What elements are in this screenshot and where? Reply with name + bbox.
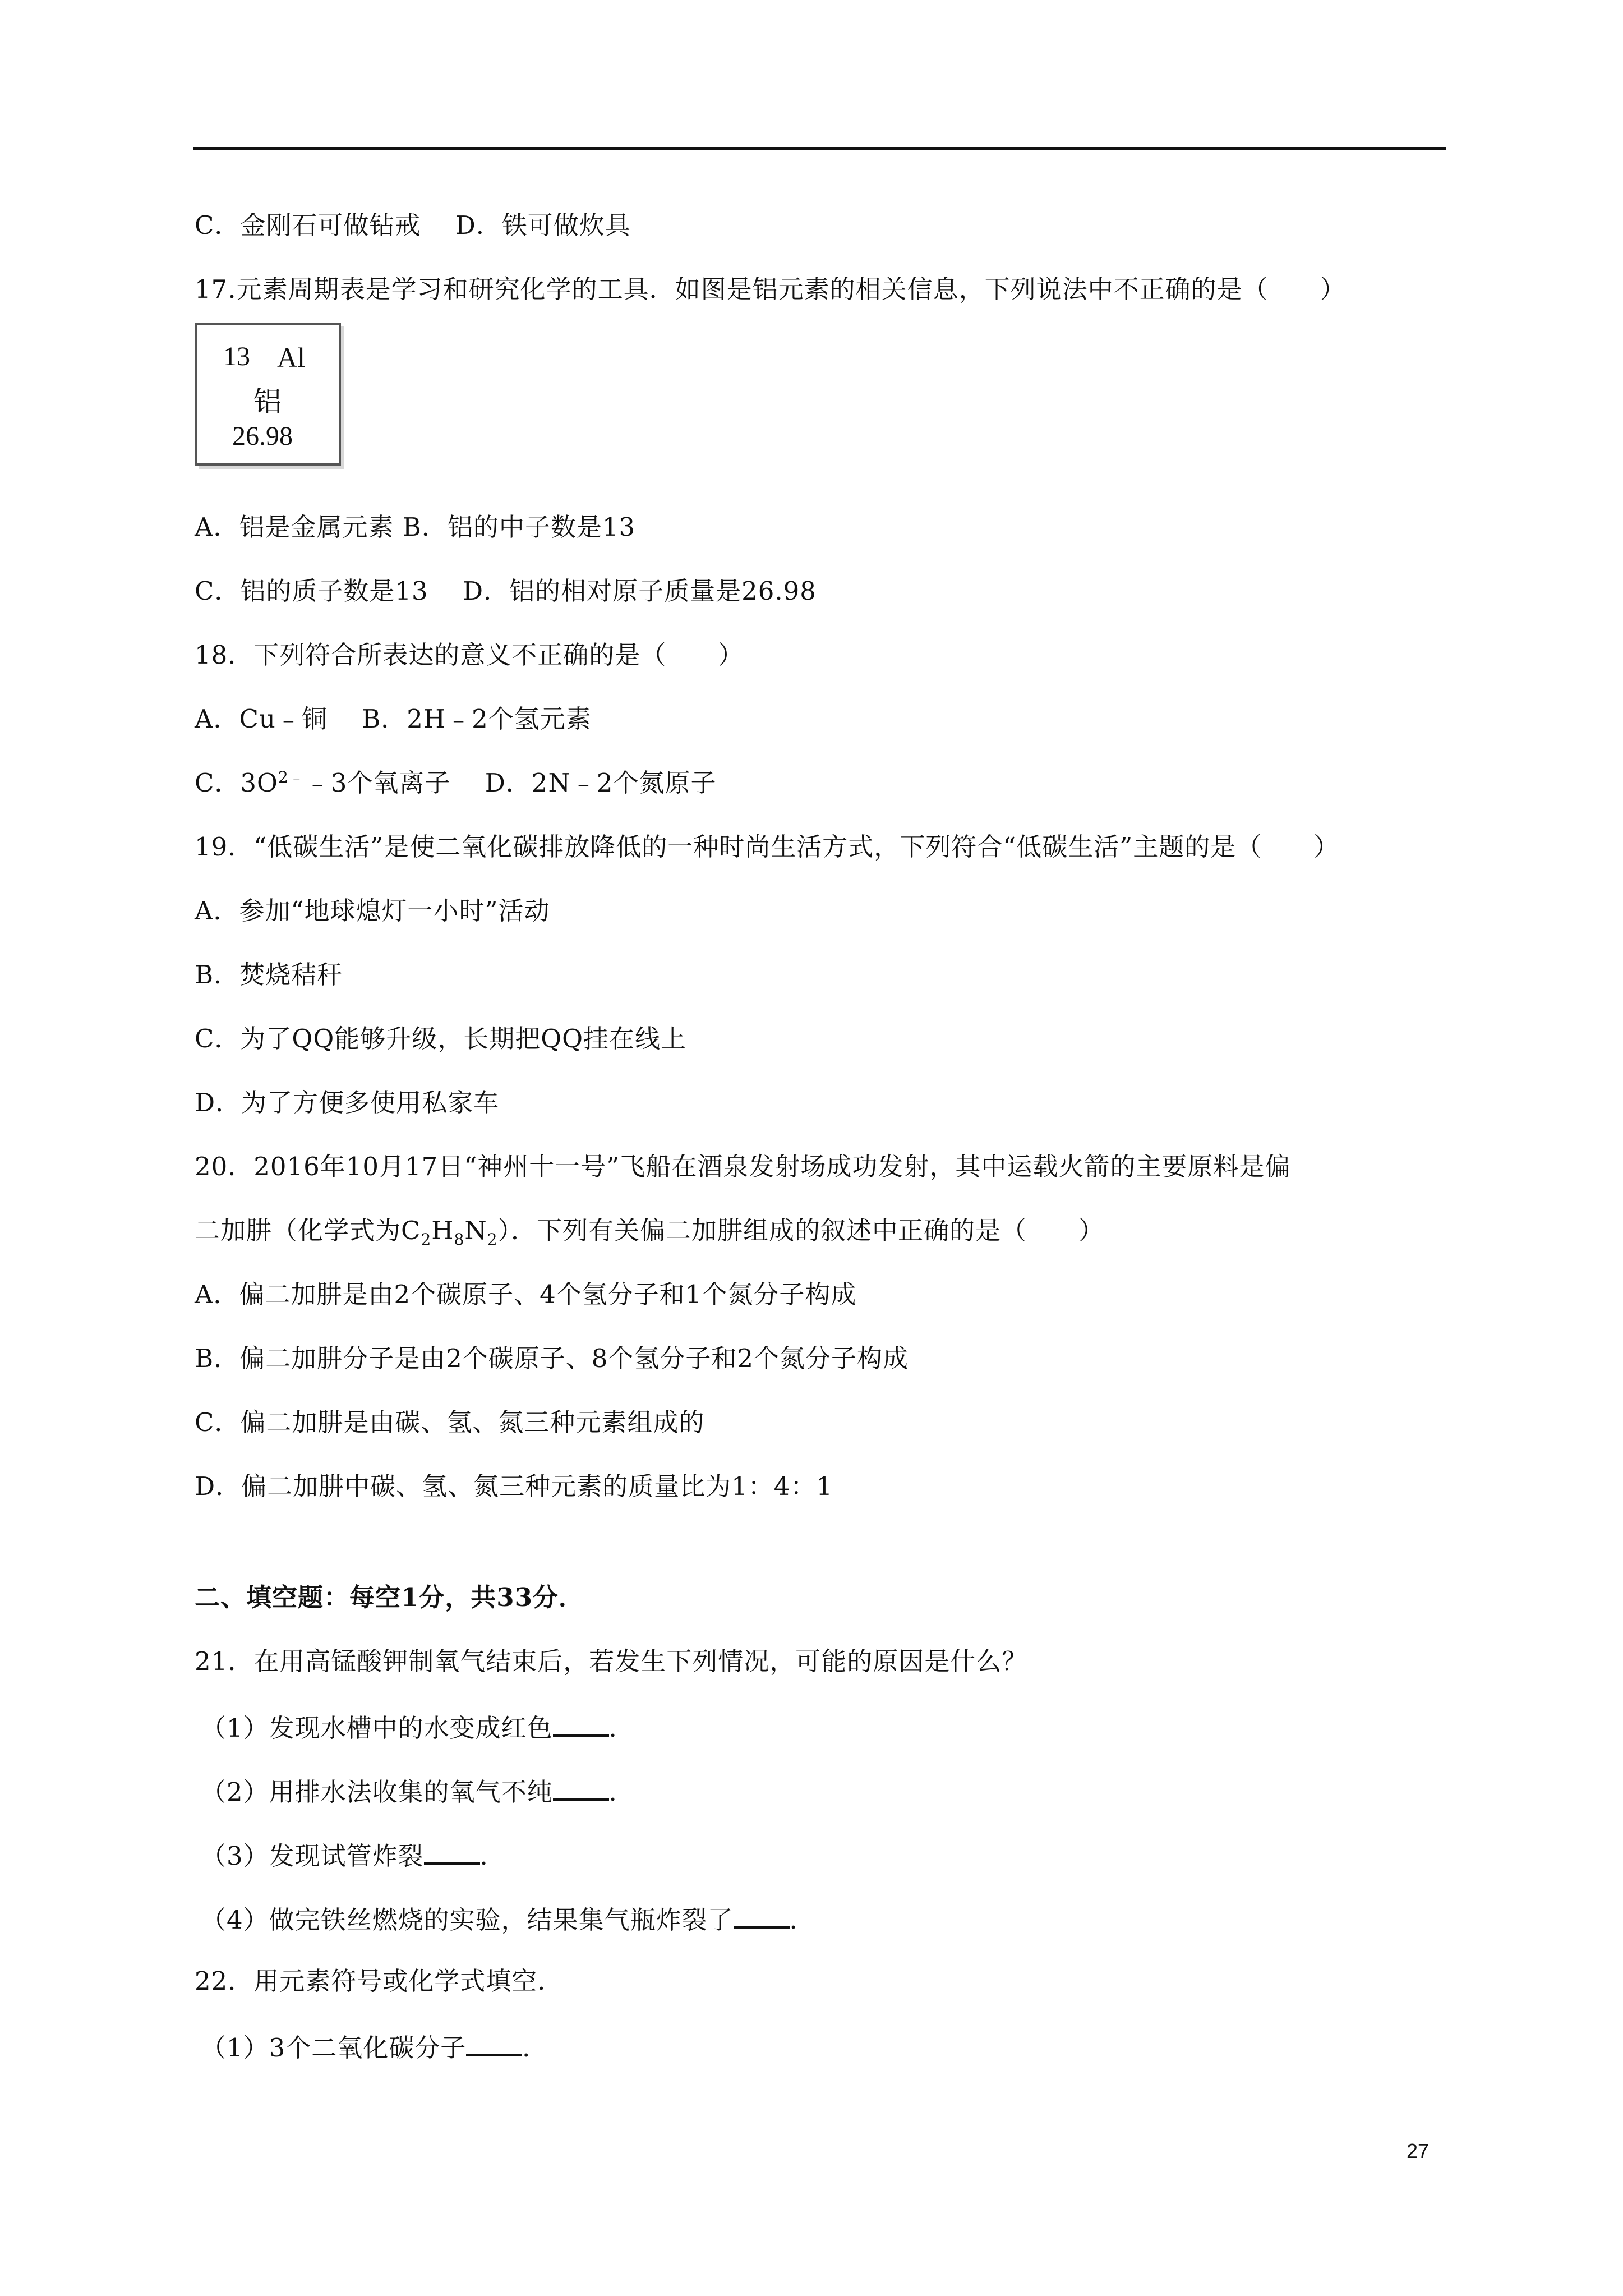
page-number: 27: [1407, 2139, 1430, 2162]
formula-subscript-h: 8: [454, 1230, 465, 1249]
q21-part3: [201, 1837, 506, 1873]
q21-stem: 21．在用高锰酸钾制氧气结束后，若发生下列情况，可能的原因是什么？: [195, 1646, 1028, 1676]
q17-stem: 17.元素周期表是学习和研究化学的工具．如图是铝元素的相关信息，下列说法中不正确的是（ ）: [195, 274, 1346, 304]
q22-part1: [201, 2028, 548, 2065]
q19-option-d: D．为了方便多使用私家车: [195, 1088, 500, 1117]
formula-n: N: [464, 1216, 487, 1245]
q19-option-a: A．参加“地球熄灯一小时”活动: [195, 896, 550, 926]
q21-part4-text: （4）做完铁丝燃烧的实验，结果集气瓶炸裂了: [201, 1905, 734, 1935]
q19-stem: 19．“低碳生活”是使二氧化碳排放降低的一种时尚生活方式，下列符合“低碳生活”主题的是（ ）: [195, 832, 1340, 862]
q20-option-c: C．偏二加肼是由碳、氢、氮三种元素组成的: [195, 1407, 705, 1437]
section2-title: 二、填空题：每空1分，共33分．: [195, 1582, 584, 1612]
formula-subscript-c: 2: [421, 1230, 432, 1249]
q21-part1: [201, 1709, 635, 1745]
q21-part3-text: （3）发现试管炸裂: [201, 1841, 424, 1871]
q22-stem: 22．用元素符号或化学式填空．: [195, 1966, 564, 1996]
q19-option-c: C．为了QQ能够升级，长期把QQ挂在线上: [195, 1024, 687, 1053]
answer-blank[interactable]: [734, 1901, 790, 1929]
q16-options-cd: C．金刚石可做钻戒 D．铁可做炊具: [195, 210, 631, 240]
q20-stem2-pre: 二加肼（化学式为C: [195, 1216, 421, 1245]
period: ．: [479, 1841, 506, 1871]
q22-part1-text: （1）3个二氧化碳分子: [201, 2033, 467, 2063]
period: ．: [608, 1777, 635, 1807]
q19-option-b: B．焚烧秸秆: [195, 960, 343, 990]
q20-stem-line2: [195, 1214, 1104, 1248]
formula-subscript-n: 2: [487, 1230, 498, 1249]
q18-options-cd: [195, 766, 716, 800]
answer-blank[interactable]: [466, 2028, 522, 2056]
q20-option-b: B．偏二加肼分子是由2个碳原子、8个氢分子和2个氮分子构成: [195, 1343, 909, 1373]
q21-part2-text: （2）用排水法收集的氧气不纯: [201, 1777, 553, 1807]
q17-options-ab: A．铝是金属元素 B．铝的中子数是13: [195, 512, 636, 542]
q21-part1-text: （1）发现水槽中的水变成红色: [201, 1713, 553, 1743]
element-name: 铝: [253, 385, 282, 418]
aluminum-element-card: [195, 323, 341, 466]
period: ．: [789, 1905, 815, 1935]
answer-blank[interactable]: [553, 1709, 609, 1737]
formula-h: H: [431, 1216, 454, 1245]
atomic-mass: 26.98: [232, 421, 293, 451]
q20-option-d: D．偏二加肼中碳、氢、氮三种元素的质量比为1：4：1: [195, 1471, 833, 1501]
q18-options-ab: A．Cu﹣铜 B．2H﹣2个氢元素: [195, 704, 592, 734]
q20-stem2-post: ）．下列有关偏二加肼组成的叙述中正确的是（ ）: [497, 1216, 1105, 1245]
oxide-ion-charge: 2﹣: [278, 768, 305, 786]
q18-option-c-pre: C．3O: [195, 768, 278, 798]
q18-stem: 18．下列符合所表达的意义不正确的是（ ）: [195, 640, 744, 670]
q20-stem-line1: 20．2016年10月17日“神州十一号”飞船在酒泉发射场成功发射，其中运载火箭的主要原料是偏: [195, 1152, 1291, 1181]
q20-option-a: A．偏二加肼是由2个碳原子、4个氢分子和1个氮分子构成: [195, 1280, 857, 1309]
q21-part4: [201, 1901, 815, 1937]
period: ．: [522, 2033, 548, 2063]
q17-options-cd: C．铝的质子数是13 D．铝的相对原子质量是26.98: [195, 576, 817, 606]
element-symbol: Al: [277, 342, 305, 373]
period: ．: [608, 1713, 635, 1743]
q21-part2: [201, 1773, 635, 1809]
q18-option-c-post: ﹣3个氧离子 D．2N﹣2个氮原子: [305, 768, 717, 798]
answer-blank[interactable]: [424, 1837, 480, 1865]
answer-blank[interactable]: [553, 1773, 609, 1801]
atomic-number: 13: [223, 342, 250, 371]
header-rule: [193, 147, 1446, 150]
